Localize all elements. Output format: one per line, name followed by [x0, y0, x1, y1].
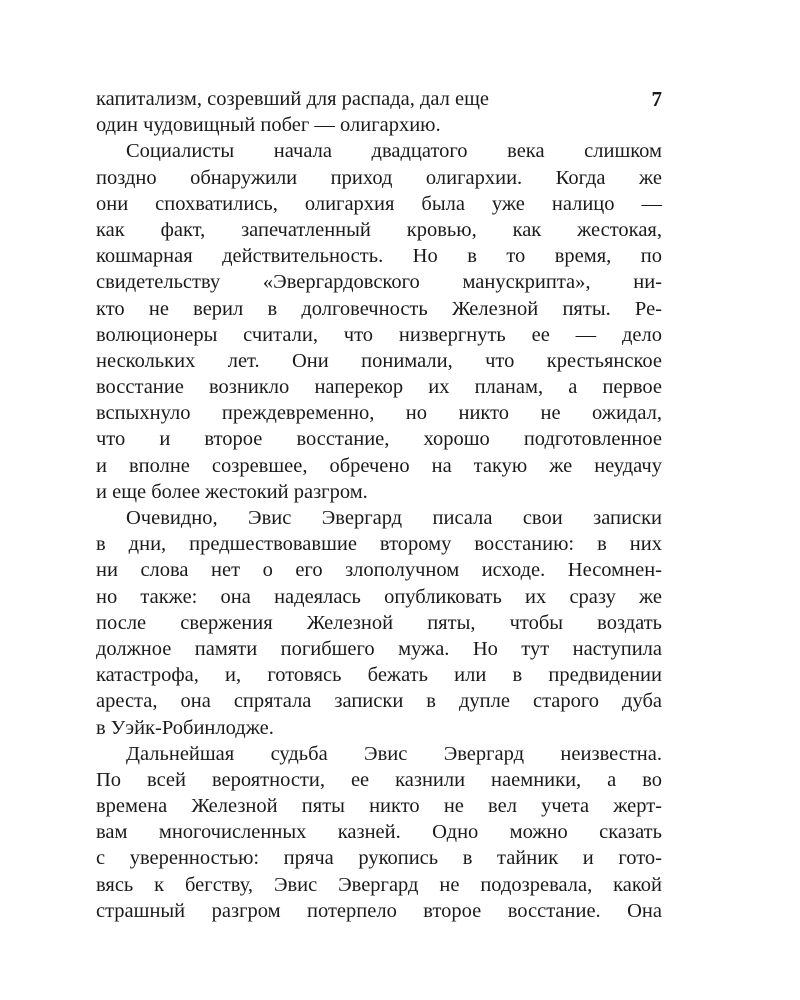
text-line: свидетельству «Эвергардовского манускрипта», ни- [96, 271, 662, 294]
text-line: страшный разгром потерпело второе восстание. Она [96, 899, 662, 922]
text-line: Социалисты начала двадцатого века слишком [126, 140, 662, 163]
text-line: нескольких лет. Они понимали, что крестьянское [96, 349, 662, 372]
text-line: как факт, запечатленный кровью, как жестокая, [96, 218, 662, 241]
text-line: волюционеры считали, что низвергнуть ее — дело [96, 323, 662, 346]
text-line: Очевидно, Эвис Эвергард писала свои записки [126, 507, 662, 529]
text-line: поздно обнаружили приход олигархии. Когда же [96, 166, 662, 189]
text-line: кошмарная действительность. Но в то время, по [96, 245, 662, 268]
text-line: капитализм, созревший для распада, дал еще [96, 88, 490, 110]
text-line: они спохватились, олигархия была уже налицо — [96, 192, 662, 215]
text-line: ни слова нет о его злополучном исходе. Несомнен- [96, 559, 662, 582]
text-line: восстание возникло наперекор их планам, а первое [96, 376, 662, 399]
text-line: в дни, предшествовавшие второму восстанию: в них [96, 533, 662, 556]
text-line: вясь к бегству, Эвис Эвергард не подозревала, какой [96, 873, 662, 896]
text-line: но также: она надеялась опубликовать их сразу же [96, 585, 662, 608]
text-line: Дальнейшая судьба Эвис Эвергард неизвестна. [126, 742, 662, 765]
text-line: должное памяти погибшего мужа. Но тут наступила [96, 637, 662, 660]
text-line: По всей вероятности, ее казнили наемники, а во [96, 768, 662, 791]
text-line: кто не верил в долговечность Железной пяты. Ре- [96, 297, 662, 320]
text-line: и вполне созревшее, обречено на такую же неудачу [96, 454, 662, 477]
text-line: времена Железной пяты никто не вел учета жерт- [96, 795, 662, 818]
text-line: что и второе восстание, хорошо подготовленное [96, 428, 662, 451]
text-line: и еще более жестокий разгром. [96, 480, 368, 503]
text-line: вам многочисленных казней. Одно можно сказать [96, 821, 662, 844]
text-line: с уверенностью: пряча рукопись в тайник и гото- [96, 847, 662, 870]
text-line: вспыхнуло преждевременно, но никто не ожидал, [96, 402, 662, 425]
page-number: 7 [651, 87, 662, 111]
text-line: катастрофа, и, готовясь бежать или в предвидении [96, 664, 662, 687]
text-line: после свержения Железной пяты, чтобы воздать [96, 611, 662, 634]
text-line: в Уэйк-Робинлодже. [96, 716, 274, 739]
text-line: один чудовищный побег — олигархию. [96, 114, 441, 137]
text-line: ареста, она спрятала записки в дупле старого дуба [96, 690, 662, 713]
body-text [96, 86, 662, 924]
